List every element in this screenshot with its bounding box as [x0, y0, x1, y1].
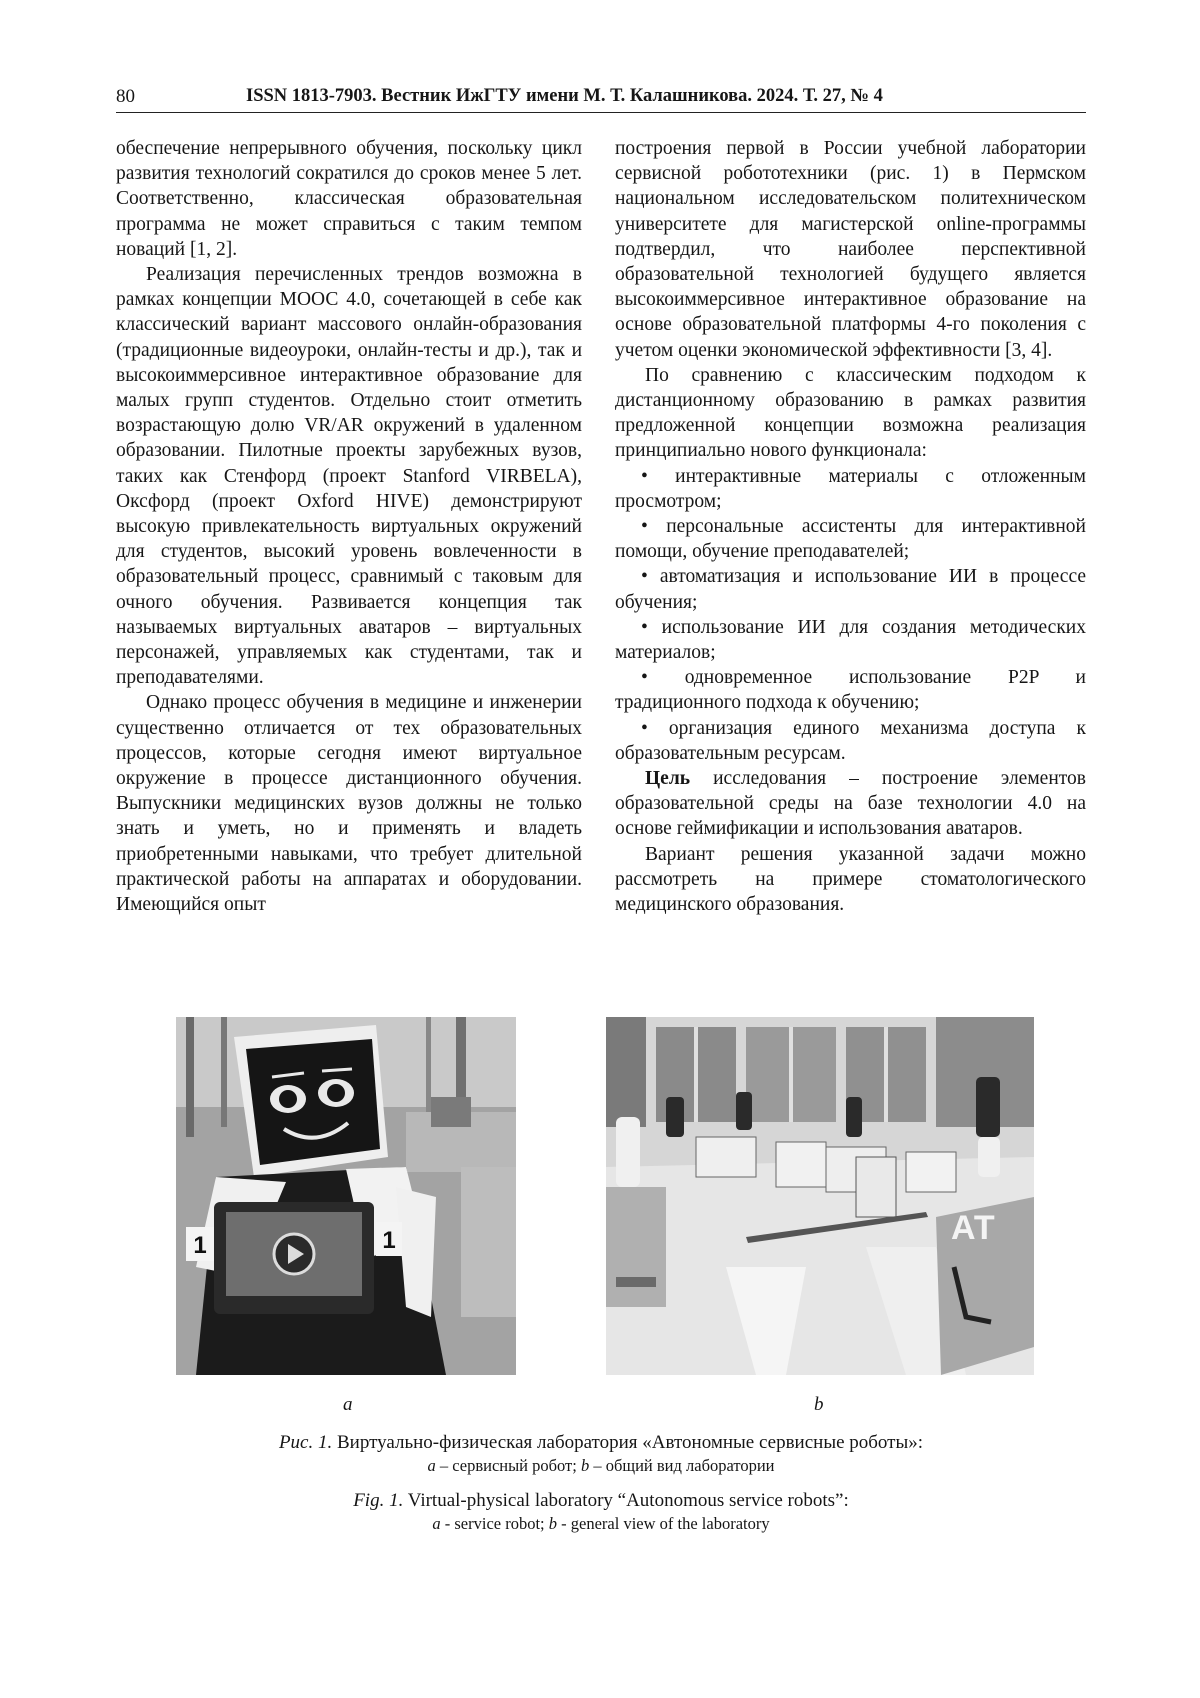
bullet-item: • использование ИИ для создания методических материалов;: [615, 616, 1086, 664]
caption-ru-title: Виртуально-физическая лаборатория «Автономные сервисные роботы»:: [332, 1432, 924, 1453]
right-column: [615, 136, 1086, 917]
goal-label: Цель: [645, 768, 691, 790]
left-column: [116, 136, 582, 917]
goal-text: исследования – построение элементов образовательной среды на базе технологии 4.0 на основе геймификации и использования аватаров.: [615, 768, 1086, 840]
running-header: [116, 86, 1086, 113]
caption-en-label: Fig. 1.: [353, 1490, 404, 1511]
caption-ru-sub-b-text: – общий вид лаборатории: [589, 1456, 775, 1475]
journal-title: ISSN 1813-7903. Вестник ИжГТУ имени М. Т. Калашникова. 2024. Т. 27, № 4: [246, 86, 883, 106]
caption-ru-sub-b: b: [580, 1456, 590, 1475]
caption-ru-sub-a-text: – сервисный робот;: [435, 1456, 581, 1475]
right-paragraph-last: Вариант решения указанной задачи можно рассмотреть на примере стоматологического медицинского образования.: [615, 843, 1086, 916]
subfigure-label-a: a: [343, 1394, 353, 1415]
caption-ru-sub-a: а: [427, 1456, 436, 1475]
bullet-item: • персональные ассистенты для интерактивной помощи, обучение преподавателей;: [615, 516, 1086, 563]
robot-photo-illustration: [176, 1017, 516, 1375]
bullet-item: • организация единого механизма доступа к образовательным ресурсам.: [615, 717, 1086, 764]
caption-en-sub-b: b: [548, 1514, 558, 1533]
left-paragraph-3: Однако процесс обучения в медицине и инженерии существенно отличается от тех образовательных процессов, которые сегодня имеют виртуальное окружение в процессе дистанционного обучения. Выпускники медицинских вузов должны не только знать и уметь, но и применять и владеть приобретенными навыками, что требует длительной практической работы на аппаратах и оборудовании. Имеющийся опыт: [116, 692, 582, 916]
goal-paragraph: [615, 766, 1086, 842]
lab-sign-text: АТ: [951, 1209, 995, 1247]
left-paragraph-2: Реализация перечисленных трендов возможна в рамках концепции МООС 4.0, сочетающей в себе как классический вариант массового онлайн-образования (традиционные видеоуроки, онлайн-тесты и др.), так и высокоиммерсивное интерактивное образование для малых групп студентов. Отдельно стоит отметить возрастающую долю VR/AR окружений в удаленном образовании. Пилотные проекты зарубежных вузов, таких как Стенфорд (проект Stanford VIRBELA), Оксфорд (проект Oxford HIVE) демонстрируют высокую привлекательность виртуальных окружений для студентов, высокий уровень вовлеченности в образовательный процесс, сравнимый с таковым для очного обучения. Развивается концепция так называемых виртуальных аватаров – виртуальных персонажей, управляемых как студентами, так и преподавателями.: [116, 264, 582, 689]
caption-en-sub-a: a: [432, 1514, 441, 1533]
caption-en-title: Virtual-physical laboratory “Autonomous service robots”:: [403, 1490, 849, 1511]
right-paragraph-1: построения первой в России учебной лаборатории сервисной робототехники (рис. 1) в Пермском национальном исследовательском политехническом университете для магистерской online-программы подтвердил, что наиболее перспективной образовательной технологией будущего является высокоиммерсивное интерактивное образование на основе образовательной платформы 4-го поколения с учетом оценки экономической эффективности [3, 4].: [615, 138, 1086, 361]
robot-badge-right: 1: [382, 1227, 396, 1254]
page-number: 80: [116, 86, 135, 107]
caption-en-sub-a-text: - service robot;: [440, 1514, 549, 1533]
caption-ru-label: Рис. 1.: [278, 1432, 333, 1453]
subfigure-label-b: b: [814, 1394, 824, 1415]
caption-ru: [116, 1432, 1086, 1454]
caption-en: [116, 1490, 1086, 1512]
right-paragraph-2: По сравнению с классическим подходом к дистанционному образованию в рамках развития предложенной концепции возможна реализация принципиально нового функционала:: [615, 364, 1086, 462]
laboratory-photo-illustration: [606, 1017, 1034, 1375]
bullet-item: • интерактивные материалы с отложенным просмотром;: [615, 465, 1086, 512]
caption-ru-sub: [116, 1456, 1086, 1476]
bullet-item: • автоматизация и использование ИИ в процессе обучения;: [615, 566, 1086, 613]
left-paragraph-1: обеспечение непрерывного обучения, поскольку цикл развития технологий сократился до сроков менее 5 лет. Соответственно, классическая образовательная программа не может справиться с таким темпом новаций [1, 2].: [116, 138, 582, 260]
caption-en-sub-b-text: - general view of the laboratory: [557, 1514, 770, 1533]
robot-photo: [176, 1017, 516, 1375]
caption-en-sub: [116, 1514, 1086, 1534]
robot-badge-left: 1: [193, 1232, 207, 1259]
bullet-item: • одновременное использование P2P и традиционного подхода к обучению;: [615, 667, 1086, 714]
laboratory-photo: [606, 1017, 1034, 1375]
